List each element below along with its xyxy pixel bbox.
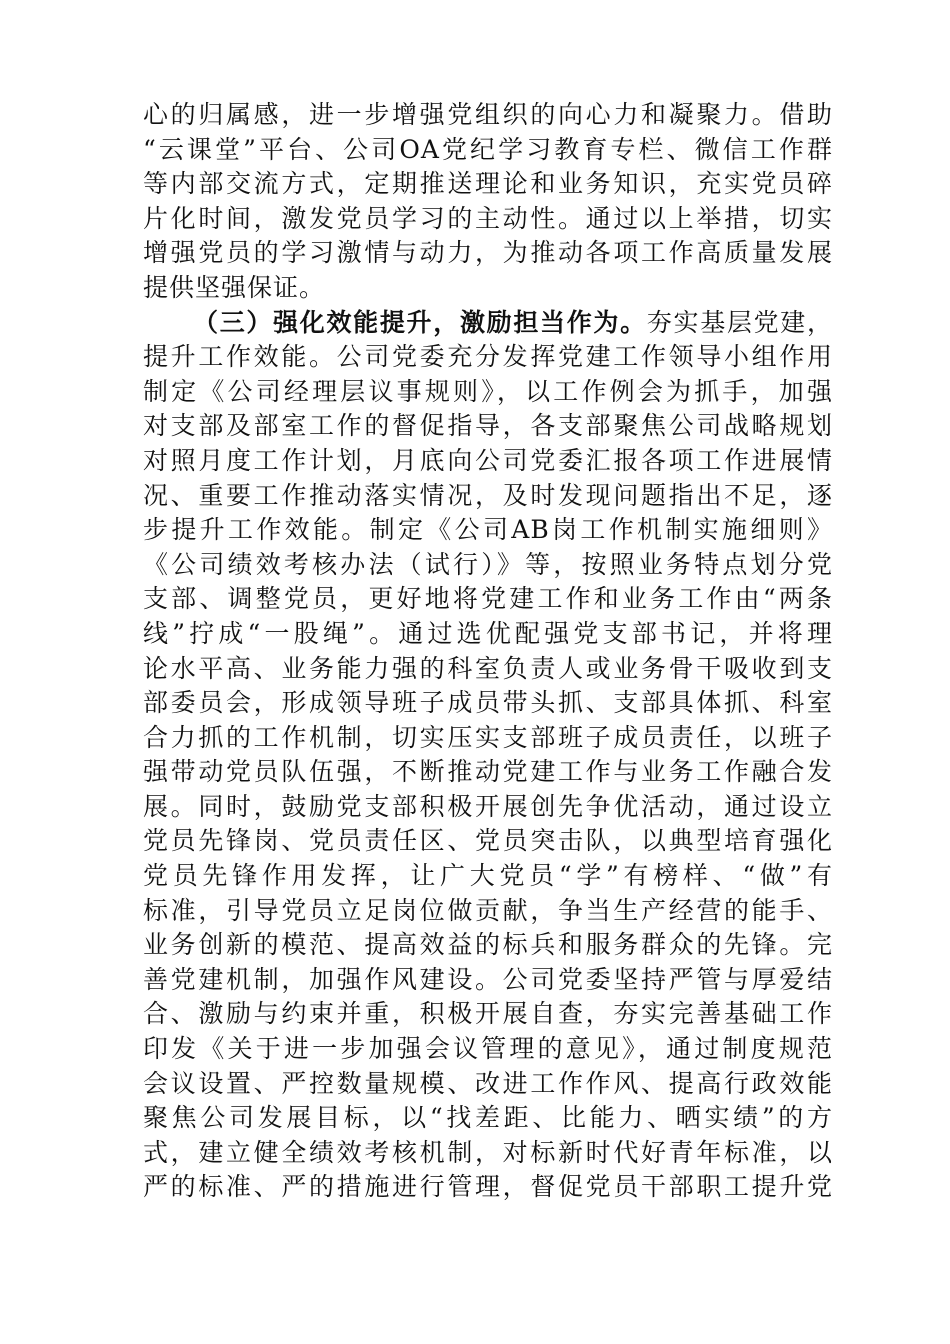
- text-line: 论水平高、业务能力强的科室负责人或业务骨干吸收到支: [143, 653, 833, 683]
- text-line: 线”拧成“一股绳”。通过选优配强党支部书记，并将理: [143, 618, 833, 648]
- text-line: 业务创新的模范、提高效益的标兵和服务群众的先锋。完: [143, 930, 833, 960]
- text-line: 会议设置、严控数量规模、改进工作作风、提高行政效能: [143, 1068, 833, 1098]
- text-line: 合力抓的工作机制，切实压实支部班子成员责任，以班子: [143, 722, 833, 752]
- text-line: 提供坚强保证。: [143, 272, 326, 302]
- text-line: 对照月度工作计划，月底向公司党委汇报各项工作进展情: [143, 445, 833, 475]
- paragraph-2: [143, 306, 833, 1205]
- paragraph-1: [143, 98, 833, 306]
- text-line: 增强党员的学习激情与动力，为推动各项工作高质量发展: [143, 238, 833, 268]
- text-line: 制定《公司经理层议事规则》，以工作例会为抓手，加强: [143, 376, 833, 406]
- text-line: 聚焦公司发展目标，以“找差距、比能力、晒实绩”的方: [143, 1103, 833, 1133]
- document-body: [143, 98, 833, 1205]
- text-line: 合、激励与约束并重，积极开展自查，夯实完善基础工作: [143, 999, 833, 1029]
- text-line: “云课堂”平台、公司OA党纪学习教育专栏、微信工作群: [143, 134, 833, 164]
- text-line: 展。同时，鼓励党支部积极开展创先争优活动，通过设立: [143, 791, 833, 821]
- text-line: 片化时间，激发党员学习的主动性。通过以上举措，切实: [143, 203, 833, 233]
- text-line: 况、重要工作推动落实情况，及时发现问题指出不足，逐: [143, 480, 833, 510]
- text-line: 强带动党员队伍强，不断推动党建工作与业务工作融合发: [143, 757, 833, 787]
- text-line: 党员先锋岗、党员责任区、党员突击队，以典型培育强化: [143, 826, 833, 856]
- text-line: 严的标准、严的措施进行管理，督促党员干部职工提升党: [143, 1172, 833, 1202]
- text-line: 提升工作效能。公司党委充分发挥党建工作领导小组作用: [143, 342, 833, 372]
- text-line: 《公司绩效考核办法（试行）》等，按照业务特点划分党: [143, 549, 833, 579]
- text-line: 式，建立健全绩效考核机制，对标新时代好青年标准，以: [143, 1137, 833, 1167]
- text-line: 支部、调整党员，更好地将党建工作和业务工作由“两条: [143, 584, 833, 614]
- text-line: 标准，引导党员立足岗位做贡献，争当生产经营的能手、: [143, 895, 833, 925]
- text-line: 等内部交流方式，定期推送理论和业务知识，充实党员碎: [143, 169, 833, 199]
- text-line: 印发《关于进一步加强会议管理的意见》，通过制度规范: [143, 1034, 833, 1064]
- heading-line-rest: 夯实基层党建，: [646, 307, 833, 337]
- section-heading: （三）强化效能提升，激励担当作为。: [193, 307, 647, 337]
- text-line: 心的归属感，进一步增强党组织的向心力和凝聚力。借助: [143, 100, 833, 129]
- text-line: 步提升工作效能。制定《公司AB岗工作机制实施细则》: [143, 515, 833, 545]
- text-line: 善党建机制，加强作风建设。公司党委坚持严管与厚爱结: [143, 964, 833, 994]
- text-line: 部委员会，形成领导班子成员带头抓、支部具体抓、科室: [143, 688, 833, 718]
- section-heading-line: [143, 306, 833, 341]
- text-line: 党员先锋作用发挥，让广大党员“学”有榜样、“做”有: [143, 861, 833, 891]
- text-line: 对支部及部室工作的督促指导，各支部聚焦公司战略规划: [143, 411, 833, 441]
